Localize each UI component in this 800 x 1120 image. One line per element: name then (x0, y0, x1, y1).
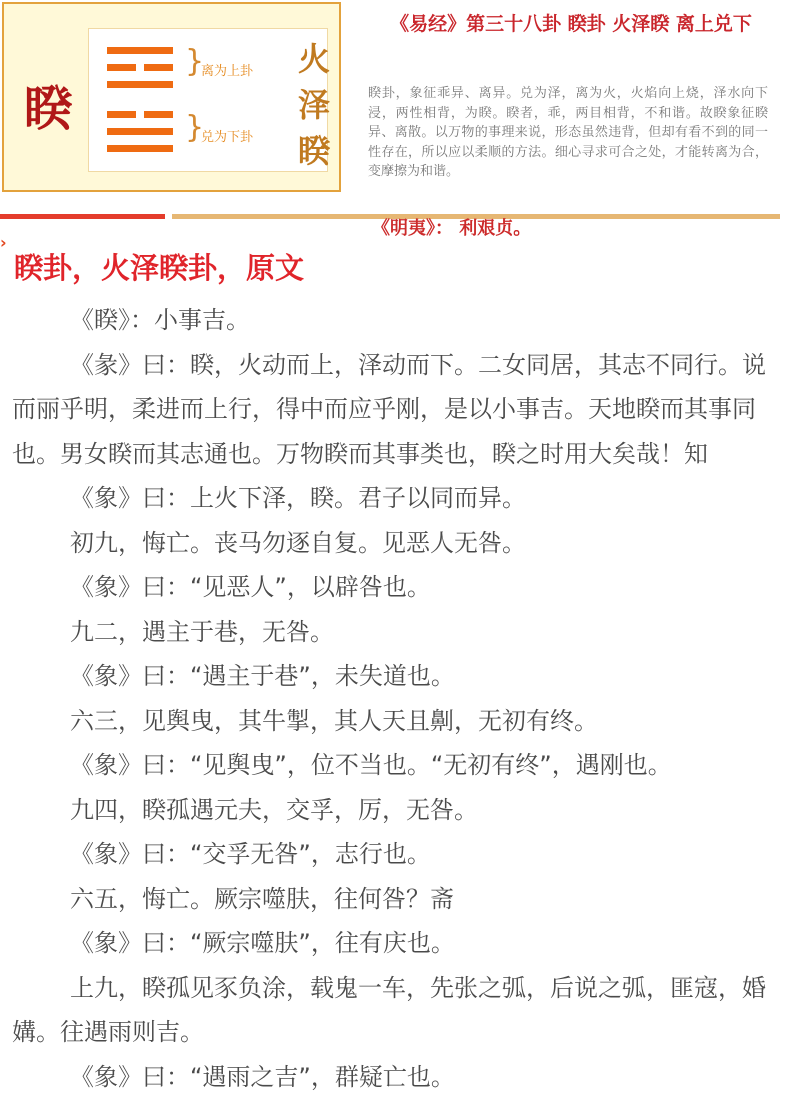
text-paragraph: 九四，睽孤遇元夫，交孚，厉，无咎。 (70, 795, 478, 824)
text-paragraph: 初九，悔亡。丧马勿逐自复。见恶人无咎。 (70, 528, 526, 557)
text-paragraph: 《象》曰：“交孚无咎”，志行也。 (70, 840, 431, 868)
hexagram-heading: 《易经》第三十八卦 睽卦 火泽睽 离上兑下 (390, 13, 752, 35)
lower-brace-icon: } (185, 110, 205, 145)
next-hexagram-link[interactable]: 《明夷》： 利艰贞。 (372, 218, 532, 239)
text-paragraph: 《象》曰：“遇雨之吉”，群疑亡也。 (70, 1062, 455, 1091)
text-paragraph: 《象》曰：“遇主于巷”，未失道也。 (70, 662, 455, 690)
original-text (12, 298, 782, 1099)
hexagram-diagram (88, 28, 328, 172)
section-title: 睽卦，火泽睽卦，原文 (14, 251, 305, 285)
text-paragraph: 九二，遇主于巷，无咎。 (70, 617, 334, 646)
upper-brace-icon: } (185, 44, 205, 79)
hexagram-line-4 (107, 111, 173, 118)
upper-trigram-label: 离为上卦 (201, 64, 254, 79)
vertical-title-char: 泽 (297, 86, 330, 124)
vertical-title-char: 火 (297, 40, 330, 78)
hexagram-description: 睽卦，象征乖异、离异。兑为泽，离为火，火焰向上烧，泽水向下浸，两性相背，为睽。睽者，乖，两目相背，不和谐。故睽象征睽异、离散。以万物的事理来说，形态虽然违背，但却有看不到的同一性存在，所以应以柔顺的方法。细心寻求可合之处，才能转离为合，变摩擦为和谐。 (368, 86, 768, 179)
hexagram-character: 睽 (24, 81, 73, 137)
text-paragraph: 六三，见舆曳，其牛掣，其人天且劓，无初有终。 (70, 706, 598, 735)
chevron-right-icon: › (0, 233, 7, 252)
hexagram-line-3 (107, 81, 173, 88)
hexagram-line-1 (107, 47, 173, 54)
lower-trigram-label: 兑为下卦 (201, 130, 254, 145)
vertical-title-char: 睽 (297, 132, 330, 170)
divider-red (0, 214, 165, 219)
text-paragraph: 六五，悔亡。厥宗噬肤，往何咎？斋 (70, 884, 454, 913)
text-paragraph: 《睽》：小事吉。 (70, 306, 250, 334)
hexagram-line-5 (107, 128, 173, 135)
hexagram-line-6 (107, 145, 173, 152)
text-paragraph: 《象》曰：“厥宗噬肤”，往有庆也。 (70, 929, 455, 957)
vertical-title (294, 36, 334, 174)
text-paragraph: 《象》曰：上火下泽，睽。君子以同而异。 (70, 484, 526, 512)
text-paragraph: 上九，睽孤见豕负涂，载鬼一车，先张之弧，后说之弧，匪寇，婚媾。往遇雨则吉。 (12, 973, 766, 1046)
text-paragraph: 《象》曰：“见恶人”，以辟咎也。 (70, 573, 431, 601)
text-paragraph: 《彖》曰：睽，火动而上，泽动而下。二女同居，其志不同行。说而丽乎明，柔进而上行，得中而应乎刚，是以小事吉。天地睽而其事同也。男女睽而其志通也。万物睽而其事类也，睽之时用大矣哉！知 (12, 350, 766, 468)
hexagram-card (2, 2, 341, 192)
hexagram-line-2 (107, 64, 173, 71)
text-paragraph: 《象》曰：“见舆曳”，位不当也。“无初有终”，遇刚也。 (70, 751, 672, 779)
